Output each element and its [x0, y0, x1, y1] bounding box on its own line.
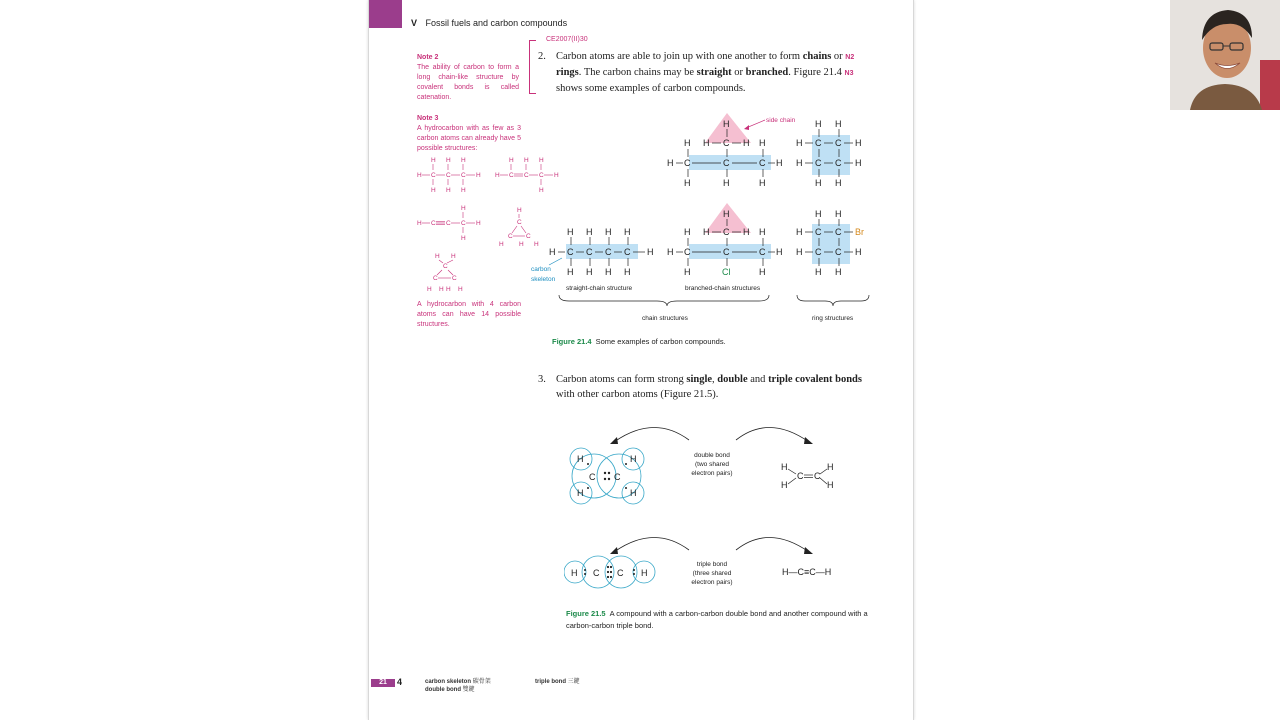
note-2	[417, 53, 519, 103]
term-triple-covalent-bonds: triple covalent bonds	[768, 374, 862, 385]
svg-text:C: C	[723, 247, 730, 257]
side-chain-label: side chain	[766, 117, 796, 124]
point-3-text-3: and	[747, 374, 769, 385]
term-chains: chains	[802, 51, 832, 62]
svg-text:C: C	[461, 172, 466, 179]
svg-text:C: C	[815, 247, 822, 257]
double-bond-label-2: (two shared	[695, 461, 729, 468]
carbon-skeleton-label-1: carbon	[531, 266, 551, 273]
svg-text:H: H	[743, 227, 750, 237]
figure-21-5-caption	[566, 608, 876, 632]
figure-21-4-text: Some examples of carbon compounds.	[595, 337, 726, 346]
chain-structures-brace	[559, 295, 769, 306]
point-3-number: 3.	[538, 374, 546, 385]
glossary-right	[535, 678, 580, 686]
svg-text:H: H	[684, 138, 691, 148]
bromine-label: Br	[855, 227, 864, 237]
svg-text:H: H	[759, 178, 766, 188]
gloss-triple-bond: triple bond	[535, 679, 566, 685]
svg-text:H: H	[796, 138, 803, 148]
svg-text:H: H	[684, 267, 691, 277]
svg-text:H: H	[427, 286, 432, 292]
point-2-paragraph	[538, 49, 886, 96]
svg-text:C: C	[624, 247, 631, 257]
svg-text:C: C	[509, 172, 514, 179]
svg-text:H: H	[796, 247, 803, 257]
svg-text:H: H	[827, 480, 834, 490]
page-number: 4	[397, 677, 403, 687]
svg-text:H: H	[781, 462, 788, 472]
note-2-title: Note 2	[417, 54, 439, 61]
svg-text:C: C	[593, 568, 600, 578]
svg-text:H: H	[577, 454, 584, 464]
note-3-text: A hydrocarbon with as few as 3 carbon atoms can already have 5 possible structures:	[417, 125, 521, 152]
svg-text:H: H	[476, 220, 481, 227]
svg-text:H: H	[835, 267, 842, 277]
svg-text:C: C	[446, 220, 451, 227]
point-3-text-4: with other carbon atoms (Figure 21.5).	[556, 389, 719, 400]
svg-text:H: H	[458, 286, 463, 292]
figure-21-4-caption	[552, 336, 872, 348]
svg-text:H: H	[759, 138, 766, 148]
svg-text:C: C	[443, 263, 448, 270]
svg-text:C: C	[835, 247, 842, 257]
point-2-text-4: or	[731, 67, 746, 78]
note-3-tag[interactable]: N3	[844, 70, 854, 77]
straight-chain-label: straight-chain structure	[566, 285, 633, 292]
svg-text:H: H	[815, 209, 822, 219]
figure-21-4	[529, 105, 874, 325]
svg-text:C: C	[723, 158, 730, 168]
note-2-tag[interactable]: N2	[845, 54, 855, 61]
svg-text:C: C	[723, 227, 730, 237]
svg-text:H: H	[723, 119, 730, 129]
svg-text:H: H	[495, 172, 500, 179]
webcam-overlay	[1170, 0, 1280, 110]
chapter-number-tab: 21	[371, 679, 395, 687]
term-single: single	[686, 374, 713, 385]
svg-text:C: C	[524, 172, 529, 179]
note-3-footer	[417, 300, 521, 330]
svg-text:H: H	[647, 247, 654, 257]
figure-21-5	[564, 420, 874, 595]
chapter-corner-tab	[369, 0, 402, 28]
svg-text:H: H	[684, 178, 691, 188]
svg-text:C: C	[835, 158, 842, 168]
svg-text:H: H	[476, 172, 481, 179]
chlorine-label: Cl	[722, 267, 731, 277]
svg-text:H: H	[577, 488, 584, 498]
ring-structures-brace	[797, 295, 869, 306]
textbook-page	[368, 0, 914, 720]
point-2-text-2: or	[831, 51, 846, 62]
double-bond-label-1: double bond	[694, 452, 730, 459]
figure-21-5-text: A compound with a carbon-carbon double bond and another compound with a carbon-carbon triple bond.	[566, 609, 868, 630]
svg-text:C: C	[759, 247, 766, 257]
svg-text:H: H	[723, 178, 730, 188]
gloss-double-bond-zh: 雙鍵	[462, 687, 475, 693]
svg-text:H: H	[630, 454, 637, 464]
svg-text:H: H	[439, 286, 444, 292]
svg-text:H: H	[446, 187, 451, 194]
presenter-avatar	[1170, 0, 1280, 110]
svg-text:H: H	[624, 227, 631, 237]
svg-text:H: H	[835, 178, 842, 188]
svg-text:C: C	[815, 227, 822, 237]
svg-text:H: H	[703, 227, 710, 237]
svg-text:H: H	[431, 157, 436, 164]
triple-bond-label-2: (three shared	[692, 570, 732, 577]
point-3-text-1: Carbon atoms can form strong	[556, 374, 687, 385]
svg-text:H: H	[567, 227, 574, 237]
svg-text:H: H	[586, 227, 593, 237]
gloss-double-bond: double bond	[425, 687, 461, 693]
svg-text:H: H	[539, 157, 544, 164]
svg-text:H: H	[835, 119, 842, 129]
svg-text:H: H	[641, 568, 648, 578]
svg-text:H: H	[855, 247, 862, 257]
svg-text:H: H	[815, 178, 822, 188]
svg-text:H: H	[743, 138, 750, 148]
svg-text:C: C	[431, 220, 436, 227]
svg-text:H: H	[759, 227, 766, 237]
glossary-left	[425, 678, 491, 694]
note-2-text: The ability of carbon to form a long chain-like structure by covalent bonds is called catenation.	[417, 64, 519, 101]
svg-text:C: C	[526, 233, 531, 240]
carbon-skeleton-label-2: skeleton	[531, 276, 556, 283]
unit-label: V	[411, 18, 418, 28]
svg-text:C: C	[605, 247, 612, 257]
svg-text:C: C	[814, 471, 821, 481]
svg-text:H: H	[667, 158, 674, 168]
svg-text:H: H	[539, 187, 544, 194]
svg-text:H: H	[796, 227, 803, 237]
svg-text:C: C	[446, 172, 451, 179]
svg-text:H: H	[446, 157, 451, 164]
reference-bracket	[529, 40, 536, 94]
svg-text:H: H	[815, 119, 822, 129]
gloss-triple-bond-zh: 三鍵	[567, 679, 580, 685]
svg-text:H: H	[461, 157, 466, 164]
svg-text:H: H	[499, 241, 504, 248]
svg-text:C: C	[452, 275, 457, 282]
unit-title: Fossil fuels and carbon compounds	[425, 18, 568, 28]
svg-text:H: H	[517, 207, 522, 214]
svg-text:C: C	[759, 158, 766, 168]
note-3-title: Note 3	[417, 115, 439, 122]
gloss-carbon-skeleton: carbon skeleton	[425, 679, 472, 685]
point-2-text-3: . The carbon chains may be	[578, 67, 697, 78]
svg-text:C: C	[684, 158, 691, 168]
svg-text:H: H	[534, 241, 539, 248]
term-double: double	[717, 374, 748, 385]
svg-text:H: H	[723, 209, 730, 219]
svg-text:C: C	[567, 247, 574, 257]
svg-text:C: C	[461, 220, 466, 227]
svg-text:H: H	[461, 235, 466, 242]
svg-text:C: C	[508, 233, 513, 240]
svg-text:H: H	[431, 187, 436, 194]
point-2-text-6: shows some examples of carbon compounds.	[556, 83, 746, 94]
point-2-text-5: . Figure 21.4	[788, 67, 845, 78]
svg-text:H: H	[417, 172, 422, 179]
double-bond-label-3: electron pairs)	[691, 470, 733, 477]
svg-text:C: C	[589, 472, 596, 482]
svg-text:C: C	[684, 247, 691, 257]
triple-bond-label-1: triple bond	[696, 561, 728, 568]
point-2-number: 2.	[538, 51, 546, 62]
svg-text:C: C	[539, 172, 544, 179]
svg-text:C: C	[433, 275, 438, 282]
svg-text:H: H	[417, 220, 422, 227]
svg-text:H: H	[684, 227, 691, 237]
chain-structures-label: chain structures	[642, 315, 688, 322]
branched-chain-label: branched-chain structures	[685, 285, 761, 292]
svg-text:C: C	[835, 227, 842, 237]
svg-text:H: H	[855, 138, 862, 148]
svg-text:H: H	[586, 267, 593, 277]
svg-text:C: C	[797, 471, 804, 481]
svg-text:H: H	[605, 267, 612, 277]
svg-text:C: C	[815, 138, 822, 148]
svg-text:C: C	[835, 138, 842, 148]
svg-text:H: H	[667, 247, 674, 257]
svg-text:C: C	[815, 158, 822, 168]
ring-structures-label: ring structures	[812, 315, 854, 322]
svg-text:H: H	[571, 568, 578, 578]
svg-text:H: H	[624, 267, 631, 277]
page-header	[411, 18, 567, 28]
exam-reference: CE2007(II)30	[546, 36, 588, 43]
svg-text:C: C	[517, 219, 522, 226]
svg-text:H: H	[835, 209, 842, 219]
svg-text:H: H	[630, 488, 637, 498]
svg-text:C: C	[586, 247, 593, 257]
svg-text:C: C	[431, 172, 436, 179]
svg-text:H: H	[776, 158, 783, 168]
svg-text:H: H	[703, 138, 710, 148]
svg-text:H: H	[524, 157, 529, 164]
svg-text:H: H	[549, 247, 556, 257]
svg-text:H: H	[509, 157, 514, 164]
svg-text:H: H	[567, 267, 574, 277]
svg-text:H: H	[781, 480, 788, 490]
svg-text:H: H	[815, 267, 822, 277]
svg-text:H: H	[451, 253, 456, 260]
svg-text:C: C	[614, 472, 621, 482]
svg-text:C: C	[723, 138, 730, 148]
note-3	[417, 114, 521, 154]
svg-text:H: H	[776, 247, 783, 257]
svg-text:H: H	[435, 253, 440, 260]
term-straight: straight	[696, 67, 732, 78]
svg-text:H: H	[554, 172, 559, 179]
svg-text:H: H	[461, 205, 466, 212]
svg-text:H: H	[461, 187, 466, 194]
ethyne-formula: H—C≡C—H	[782, 567, 832, 577]
svg-text:H: H	[446, 286, 451, 292]
triple-bond-label-3: electron pairs)	[691, 579, 733, 586]
note-3-footer-text: A hydrocarbon with 4 carbon atoms can have 14 possible structures.	[417, 301, 521, 328]
svg-text:H: H	[605, 227, 612, 237]
point-3-paragraph	[538, 372, 866, 402]
svg-text:H: H	[796, 158, 803, 168]
svg-text:H: H	[519, 241, 524, 248]
point-2-text-1: Carbon atoms are able to join up with one another to form	[556, 51, 803, 62]
point-3-text-2: ,	[712, 374, 718, 385]
term-branched: branched	[745, 67, 789, 78]
term-rings: rings	[556, 67, 579, 78]
svg-text:H: H	[827, 462, 834, 472]
figure-21-4-number: Figure 21.4	[552, 337, 592, 346]
svg-text:H: H	[759, 267, 766, 277]
figure-21-5-number: Figure 21.5	[566, 609, 606, 618]
svg-text:C: C	[617, 568, 624, 578]
gloss-carbon-skeleton-zh: 碳骨架	[472, 679, 491, 685]
svg-text:H: H	[855, 158, 862, 168]
